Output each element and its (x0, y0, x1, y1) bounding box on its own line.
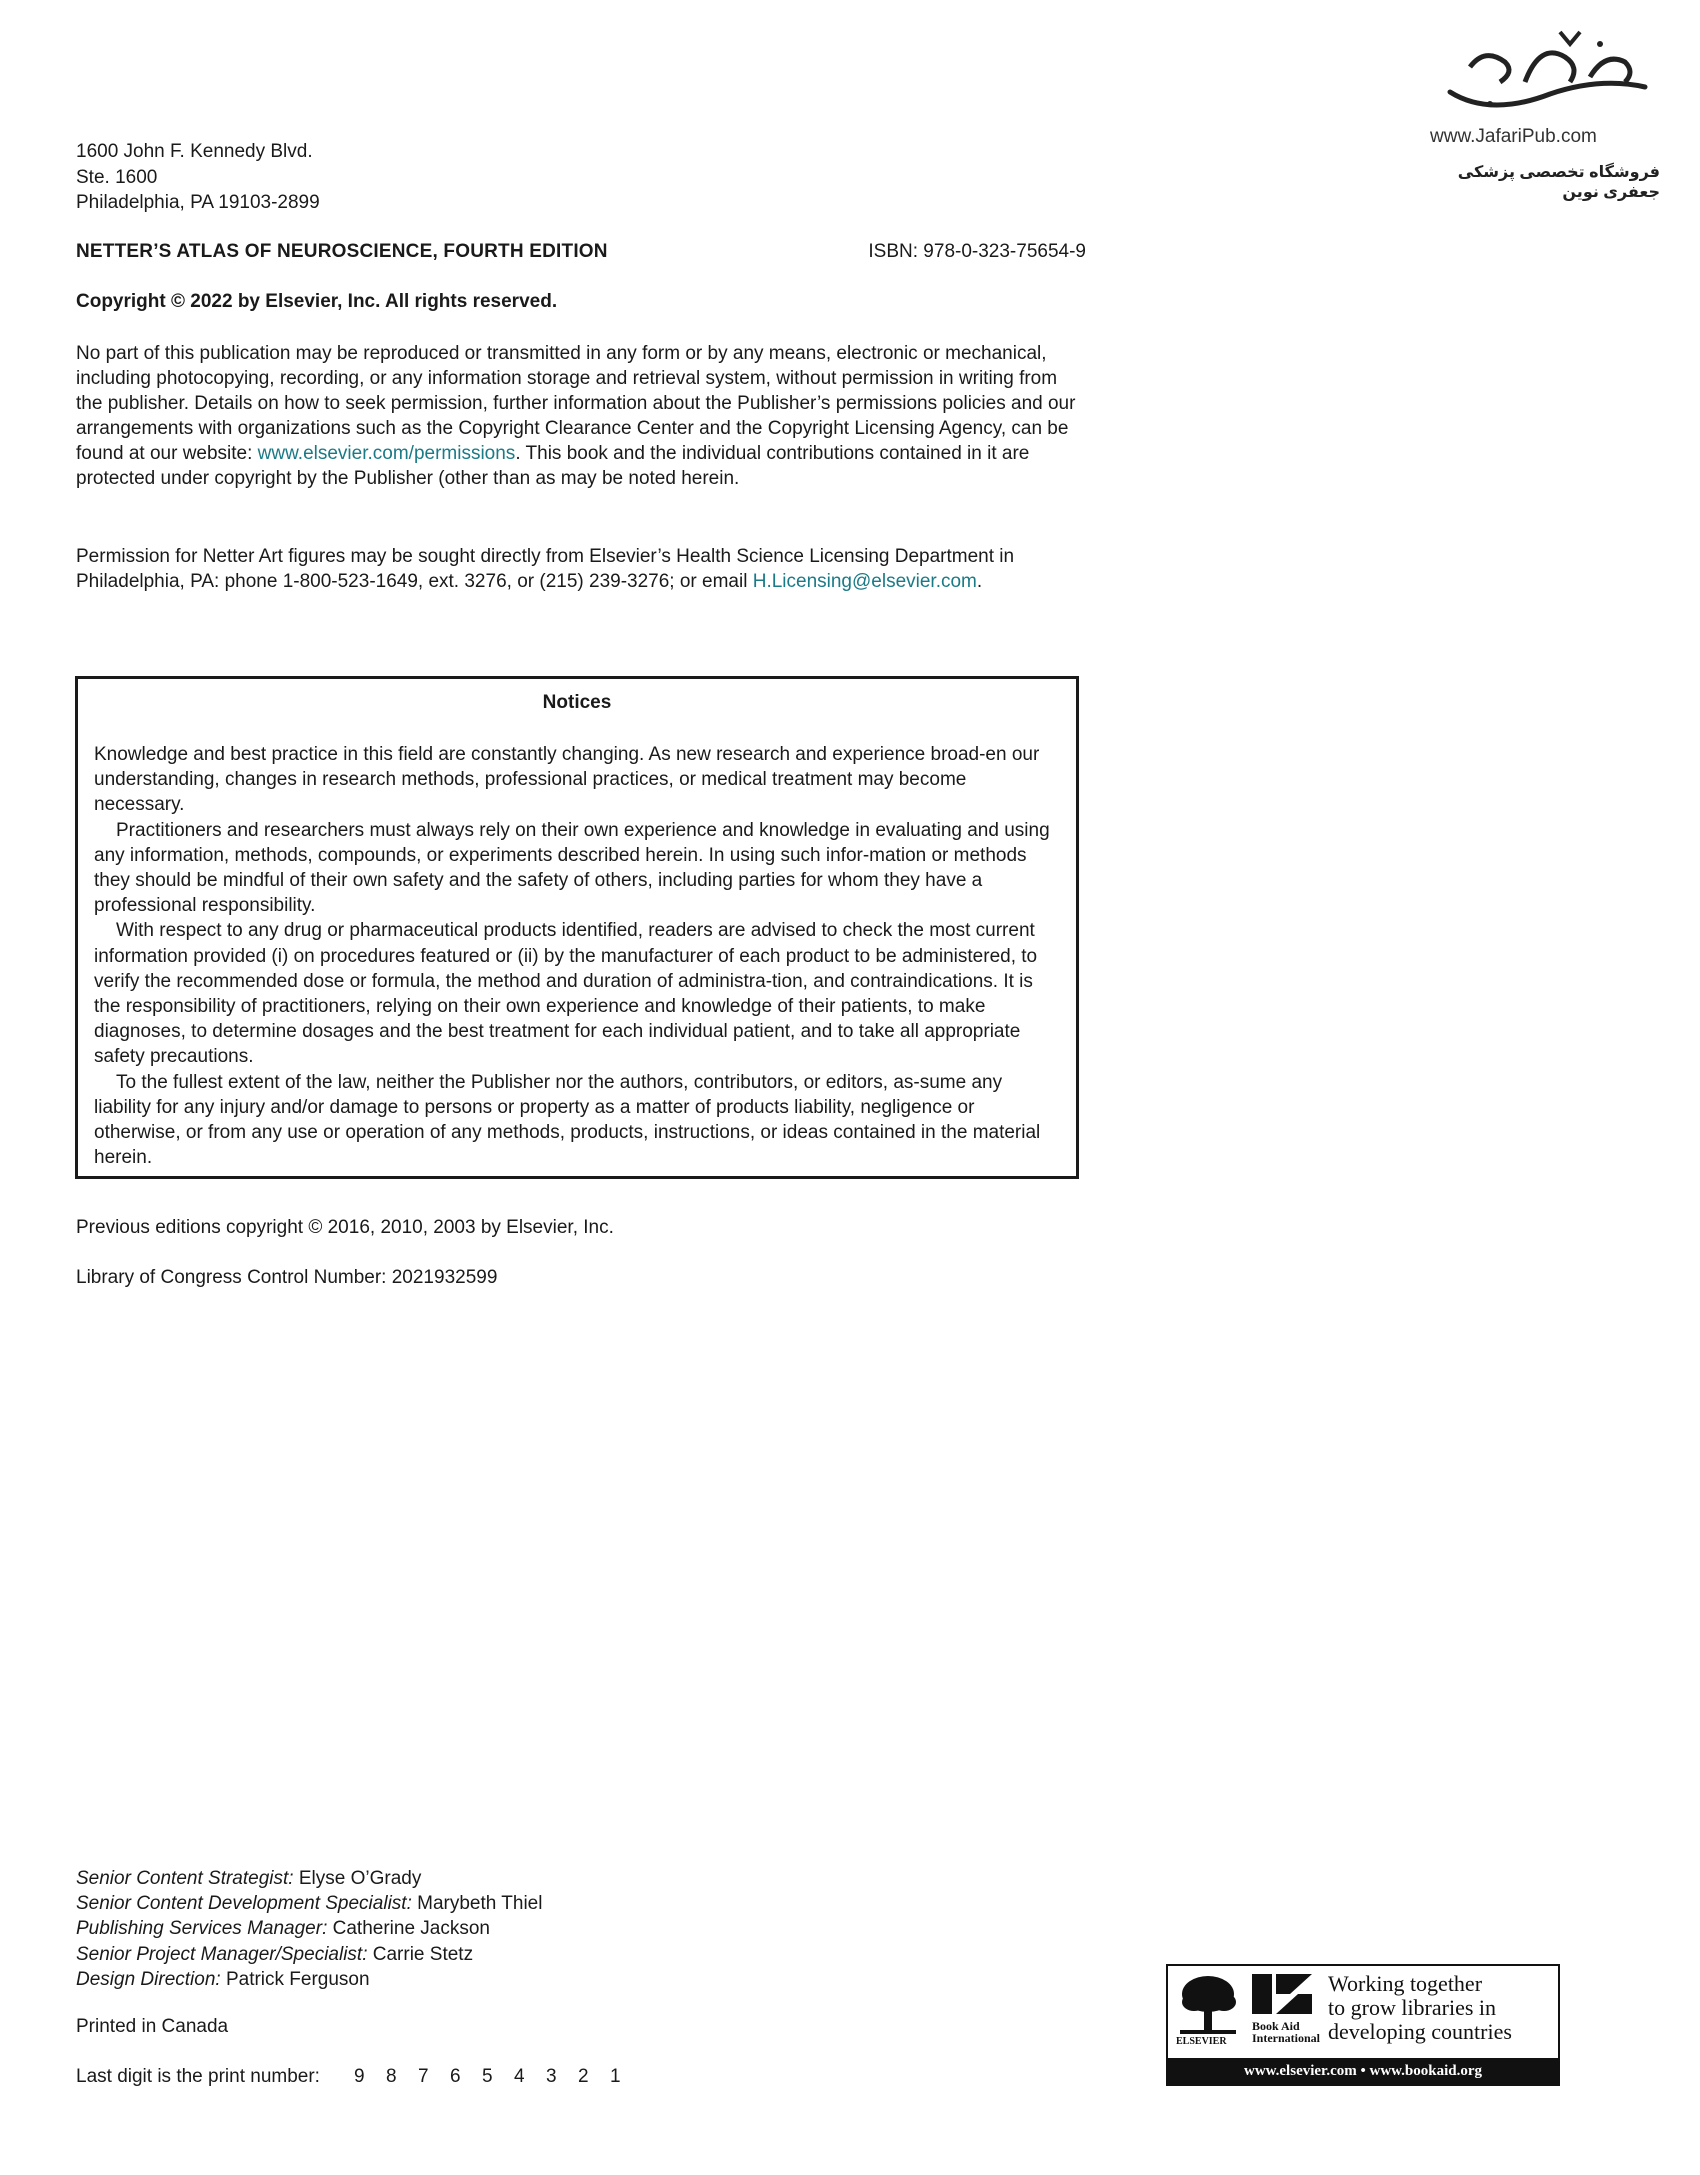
credit-row (76, 1942, 776, 1967)
address-line: 1600 John F. Kennedy Blvd. (76, 141, 313, 162)
book-aid-label-line: Book Aid (1252, 2019, 1300, 2033)
publisher-address (76, 139, 576, 216)
tagline-line: developing countries (1328, 2019, 1512, 2044)
credit-row (76, 1891, 776, 1916)
tagline-line: Working together (1328, 1971, 1483, 1996)
previous-editions: Previous editions copyright © 2016, 2010, 2003 by Elsevier, Inc. (76, 1217, 614, 1238)
notice-paragraph: With respect to any drug or pharmaceutical products identified, readers are advised to check the most current information provided (i) on procedures featured or (ii) by the manufacturer of each product to be administered, to verify the recommended dose or formula, the method and duration of administra-tion, and contraindications. It is the responsibility of practitioners, relying on their own experience and knowledge of their patients, to make diagnoses, to determine dosages and the best treatment for each individual patient, and to take all appropriate safety precautions. (94, 920, 1038, 1068)
book-aid-label (1252, 2020, 1320, 2044)
elsevier-tree-icon (1174, 1972, 1244, 2038)
elsevier-label: ELSEVIER (1176, 2036, 1227, 2047)
book-title: NETTER’S ATLAS OF NEUROSCIENCE, FOURTH EDITION (76, 241, 608, 262)
notice-paragraph: To the fullest extent of the law, neither the Publisher nor the authors, contributors, or editors, as-sume any liability for any injury and/or damage to persons or property as a matter of products liability, negligence or otherwise, or from any use or operation of any methods, products, instructions, or ideas contained in the material herein. (94, 1071, 1041, 1169)
credit-role: Publishing Services Manager: (76, 1918, 328, 1940)
jafaripub-watermark (1420, 22, 1670, 201)
credit-name: Elyse O’Grady (293, 1868, 422, 1889)
credits-list (76, 1866, 776, 1992)
permissions-link[interactable]: www.elsevier.com/permissions (257, 443, 516, 464)
tagline-line: to grow libraries in (1328, 1995, 1497, 2020)
credit-role: Senior Content Strategist: (76, 1868, 294, 1889)
print-number-label: Last digit is the print number: (76, 2066, 320, 2087)
credit-name: Carrie Stetz (367, 1943, 474, 1965)
notice-paragraph: Knowledge and best practice in this field are constantly changing. As new research and experience broad-en our understanding, changes in research methods, professional practices, or medical treatment may become necessary. (94, 744, 1040, 816)
book-aid-label-line: International (1252, 2031, 1321, 2045)
book-aid-badge (1166, 1964, 1560, 2086)
print-digit: 7 (417, 2066, 429, 2087)
print-digit: 2 (577, 2066, 589, 2087)
address-line: Ste. 1600 (76, 166, 158, 188)
notices-body (94, 742, 1052, 1170)
print-digit: 5 (481, 2066, 493, 2087)
book-aid-icon (1250, 1972, 1316, 2018)
credit-name: Catherine Jackson (327, 1918, 491, 1940)
netter-art-permission-paragraph (76, 544, 1086, 594)
credit-role: Senior Project Manager/Specialist: (76, 1943, 368, 1965)
paragraph-text: No part of this publication may be reproduced or transmitted in any form or by any means, electronic or mechanical, including photocopying, recording, or any information storage and retrieval system, without permission in writing from the publisher. Details on how to seek permission, further information about the Publisher’s permissions policies and our arrangements with organizations such as the Copyright Clearance Center and the Copyright Licensing Agency, can be found at our website: (76, 343, 1076, 464)
jafaripub-logo-icon (1430, 22, 1660, 122)
credit-row (76, 1916, 776, 1941)
print-number-line (76, 2066, 631, 2088)
credit-role: Senior Content Development Specialist: (76, 1893, 412, 1915)
permissions-paragraph (76, 341, 1086, 491)
title-row (76, 241, 1086, 263)
credit-name: Patrick Ferguson (220, 1968, 370, 1990)
badge-footer: www.elsevier.com • www.bookaid.org (1168, 2058, 1558, 2084)
print-number-digits (343, 2066, 631, 2087)
paragraph-text: . (976, 571, 983, 592)
lccn: Library of Congress Control Number: 2021932599 (76, 1267, 498, 1288)
badge-tagline (1328, 1972, 1512, 2044)
print-digit: 3 (545, 2066, 557, 2087)
notices-heading: Notices (542, 692, 612, 713)
credit-name: Marybeth Thiel (411, 1893, 543, 1915)
paragraph-text: Permission for Netter Art figures may be sought directly from Elsevier’s Health Science Licensing Department in Philadelphia, PA: phone 1-800-523-1649, ext. 3276, or (215) 239-3276; or email (76, 546, 1015, 592)
notices-box (75, 676, 1079, 1179)
watermark-persian-text: فروشگاه تخصصی پزشکی جعفری نوین (1457, 164, 1660, 201)
print-digit: 9 (353, 2066, 365, 2087)
notice-paragraph: Practitioners and researchers must always rely on their own experience and knowledge in evaluating and using any information, methods, compounds, or experiments described herein. In using such infor-mation or methods they should be mindful of their own safety and the safety of others, including parties for whom they have a professional responsibility. (94, 819, 1050, 917)
print-digit: 1 (609, 2066, 621, 2087)
print-digit: 8 (385, 2066, 397, 2087)
printed-in: Printed in Canada (76, 2016, 229, 2037)
licensing-email-link[interactable]: H.Licensing@elsevier.com (752, 571, 977, 592)
isbn: ISBN: 978-0-323-75654-9 (868, 241, 1086, 262)
credit-row (76, 1866, 776, 1891)
print-digit: 6 (449, 2066, 461, 2087)
copyright-line: Copyright © 2022 by Elsevier, Inc. All rights reserved. (76, 291, 558, 312)
watermark-url: www.JafariPub.com (1430, 126, 1597, 147)
address-line: Philadelphia, PA 19103-2899 (76, 192, 320, 213)
credit-role: Design Direction: (76, 1968, 221, 1990)
paragraph-text: . This book and the individual contributions contained in it are protected under copyright by the Publisher (other than as may be noted herein. (76, 443, 1030, 489)
credit-row (76, 1967, 776, 1992)
print-digit: 4 (513, 2066, 525, 2087)
